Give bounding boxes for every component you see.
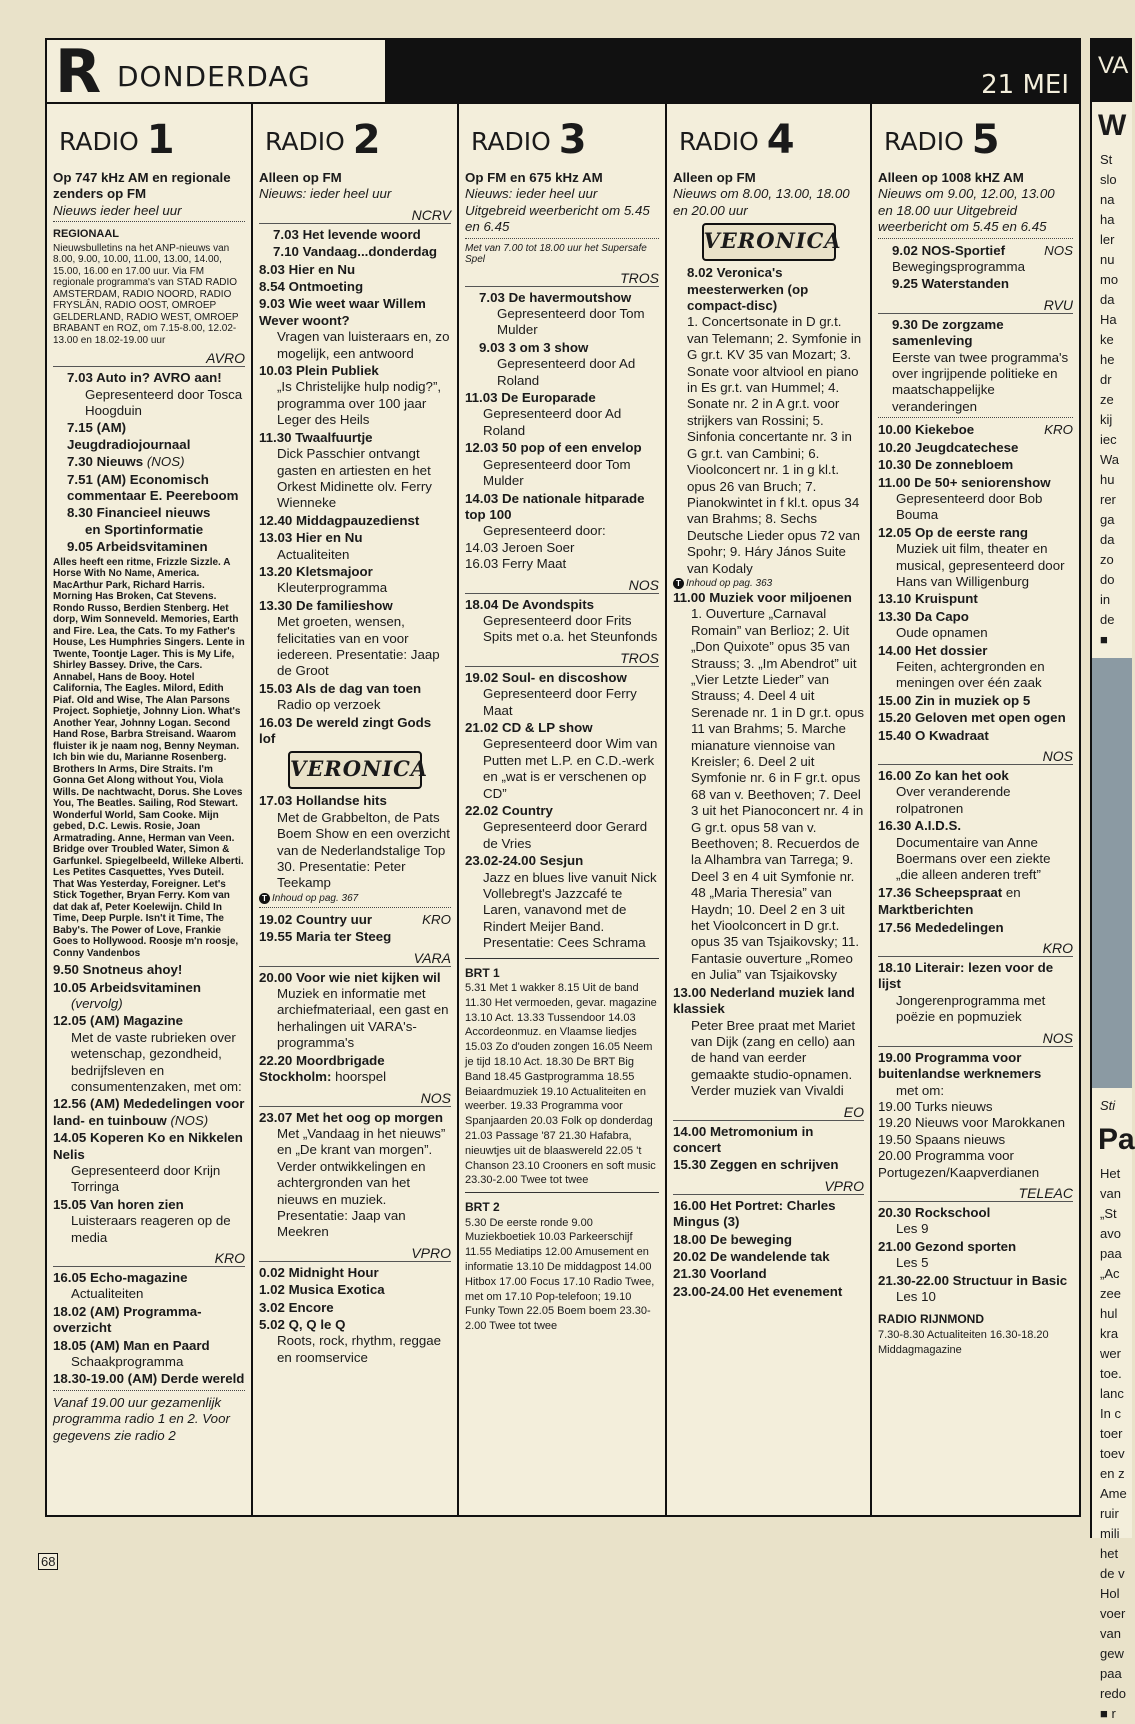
outro-note: Vanaf 19.00 uur gezamenlijk programma radio 1 en 2. Voor gegevens zie radio 2 xyxy=(53,1394,230,1443)
program-item: 22.02 Country Gepresenteerd door Gerard de Vries xyxy=(465,803,648,851)
program-item: 12.56 (AM) Mededelingen voor land- en tuinbouw (NOS) xyxy=(53,1096,245,1128)
program-item: 13.20 Kletsmajoor Kleuterprogramma xyxy=(259,563,388,596)
next-page-line: Wa xyxy=(1100,452,1120,467)
next-page-line: de xyxy=(1100,612,1115,627)
rijnmond-title: RADIO RIJNMOND xyxy=(878,1312,985,1327)
program-item: 15.05 Van horen zien Luisteraars reageren op de media xyxy=(53,1196,231,1245)
next-page-text xyxy=(1092,1164,1132,1724)
regional-text: Nieuwsbulletins na het ANP-nieuws van 8.00, 9.00, 10.00, 11.00, 13.00, 14.00, 15.00, 16.00 en 17.00 uur. Via FM regionale programma's van STAD RADIO AMSTERDAM, RADIO NOORD, RADIO FRYSLÂN, RADIO OOST, OMROEP GELDERLAND, RADIO WEST, OMROEP BRABANT en ROZ, om 7.15-8.00, 12.02-13.00 en 18.02-19.00 uur xyxy=(53,242,239,346)
program-item: 18.00 De beweging xyxy=(673,1231,792,1247)
program-item: 18.02 (AM) Programma-overzicht xyxy=(53,1303,202,1336)
program-item: 16.00 Zo kan het ook Over veranderende rolpatronen xyxy=(878,768,1011,816)
program-item: 19.02 Soul- en discoshow Gepresenteerd door Ferry Maat xyxy=(465,669,637,718)
radio1-column xyxy=(47,102,251,1515)
next-page-line: hu xyxy=(1100,472,1115,487)
broadcaster-label: RVU xyxy=(878,297,1073,314)
program-item: 9.03 Wie weet waar Willem Wever woont? Vragen van luisteraars en, zo mogelijk, een antwoord xyxy=(259,296,450,361)
photo-caption: Sti xyxy=(1100,1098,1116,1113)
next-page-line: kra xyxy=(1100,1326,1119,1341)
broadcaster-label: AVRO xyxy=(53,350,245,367)
program-item: 19.02 Country uur KRO xyxy=(259,911,451,927)
broadcaster-label: NOS xyxy=(259,1090,451,1107)
next-page-photo xyxy=(1092,658,1132,1088)
program-item: 20.00 Voor wie niet kijken wil Muziek en informatie met archiefmateriaal, een gast en herhalingen uit VARA's-programma's xyxy=(259,969,449,1051)
date-label: 21 MEI xyxy=(981,70,1069,100)
song-list: Alles heeft een ritme, Frizzle Sizzle. A Horse With No Name, America. MacArthur Park, Richard Harris. Morning Has Broken, Cat Stevens. Rondo Russo, Berdien Stenberg. Het dorp, Wim Sonneveld. Memories, Earth and Fire. Lea, the Cats. To my Father's House, Les Humphries Singers. Lente in Twente, Toontje Lager. This is My Life, Shirley Bassey. Drive, the Cars. Annabel, Hans de Booy. Hotel California, The Eagles. Milord, Edith Piaf. Old and Wise, The Alan Parsons Project. Sophietje, Johnny Lion. What's Another Year, Johnny Logan. Second Hand Rose, Barbra Streisand. Waarom fluister ik je naam nog, Benny Neyman. Ich bin wie du, Marianne Rosenberg. Brothers In Arms, Dire Straits. I'm Gonna Get Along without You, Viola Wills. De nachtwacht, Dorus. She Loves You, The Beatles. Sailing, Rod Stewart. Wonderful World, Sam Cooke. Mijn gebed, D.C. Lewis. Rosie, Joan Armatrading. Anne, Herman van Veen. Bridge over Troubled Water, Simon & Garfunkel. Spiegelbeeld, Willeke Alberti. Les Petites Casquettes, Yves Duteil. That Was Yesterday, Foreigner. Let's Stick Together, Bryan Ferry. Kom van dat dak af, Peter Koelewijn. Child In Time, Deep Purple. Isn't it Time, The Baby's. The Power of Love, Frankie Goes to Hollywood. Roosje m'n roosje, Conny Vandenbos xyxy=(53,556,245,959)
next-page-line: St xyxy=(1100,152,1113,167)
divider xyxy=(53,221,245,222)
next-page-line: toer xyxy=(1100,1426,1123,1441)
program-item: 10.03 Plein Publiek „Is Christelijke hulp nodig?”, programma over 100 jaar Leger des Heils xyxy=(259,363,442,428)
next-page-line: lanc xyxy=(1100,1386,1124,1401)
broadcaster-label: TROS xyxy=(465,650,659,667)
radio4-column xyxy=(667,102,870,1515)
next-page-line: zee xyxy=(1100,1286,1121,1301)
next-page-line: paa xyxy=(1100,1246,1122,1261)
program-item: 16.30 A.I.D.S. Documentaire van Anne Boermans over een ziekte „die alleen anderen treft” xyxy=(878,818,1051,883)
next-page-line: dr xyxy=(1100,372,1112,387)
program-item: 15.00 Zin in muziek op 5 xyxy=(878,692,1031,708)
header-right xyxy=(385,40,1079,104)
divider xyxy=(259,907,451,908)
next-page-line: na xyxy=(1100,192,1115,207)
program-item: 12.40 Middagpauzedienst xyxy=(259,512,420,528)
next-page-line: voer xyxy=(1100,1606,1126,1621)
program-item: 17.56 Mededelingen xyxy=(878,919,1004,935)
station-title: RADIO 5 xyxy=(884,117,1000,163)
next-page-line: avo xyxy=(1100,1226,1121,1241)
tv-guide-page xyxy=(45,38,1081,1517)
station-news: Nieuws: ieder heel uur Uitgebreid weerbericht om 5.45 en 6.45 xyxy=(465,186,650,235)
broadcaster-label: TELEAC xyxy=(878,1185,1073,1202)
program-item: 18.10 Literair: lezen voor de lijst Jongerenprogramma met poëzie en popmuziek xyxy=(878,960,1054,1025)
next-page-line: ke xyxy=(1100,332,1114,347)
program-item: 12.05 (AM) Magazine Met de vaste rubrieken over wetenschap, gezondheid, bedrijfsleven en consumentenzaken, met om: xyxy=(53,1013,242,1094)
next-page-line: het xyxy=(1100,1546,1119,1561)
program-item: 7.03 Auto in? AVRO aan! Gepresenteerd door Tosca Hoogduin xyxy=(67,370,243,418)
next-page-line: kij xyxy=(1100,412,1113,427)
header-left xyxy=(47,37,385,107)
program-item: 0.02 Midnight Hour xyxy=(259,1264,379,1280)
broadcaster-label: KRO xyxy=(878,940,1073,957)
program-item: 11.30 Twaalfuurtje Dick Passchier ontvangt gasten en artiesten en het Orkest Midinette olv. Ferry Wienneke xyxy=(259,429,432,511)
next-page-line: en z xyxy=(1100,1466,1125,1481)
station-intro: Alleen op FM xyxy=(259,170,342,185)
program-item: 19.55 Maria ter Steeg xyxy=(259,929,392,945)
program-item: 10.05 Arbeidsvitaminen (vervolg) xyxy=(53,979,202,1011)
divider xyxy=(465,238,659,239)
brt1-title: BRT 1 xyxy=(465,965,500,980)
program-item: 20.02 De wandelende tak xyxy=(673,1248,830,1264)
brt1-schedule: 5.31 Met 1 wakker 8.15 Uit de band 11.30 Het vermoeden, gevar. magazine 13.10 Act. 13.33 Tussendoor 14.03 Accordeonmuz. en Vlaamse liedjes 15.03 Zo d'ouden zongen 16.05 Neem je tijd 18.10 Act. 18.30 De BRT Big Band 18.45 Gastprogramma 18.55 Beiaardmuziek 19.10 Actualiteiten en weerber. 19.33 Programma voor Spanjaarden 20.03 Folk op donderdag 21.03 Passage '87 21.30 Hafabra, nieuwtjes uit de blaaswereld 22.05 't Chanson 23.10 Crooners en soft music 23.30-2.00 Twee tot twee xyxy=(465,982,657,1187)
program-item: 8.30 Financieel nieuws en Sportinformatie xyxy=(67,505,211,537)
program-item: 11.03 De Europarade Gepresenteerd door Ad Roland xyxy=(465,390,622,438)
next-page-line: ruir xyxy=(1100,1506,1119,1521)
broadcaster-label: NOS xyxy=(878,1030,1073,1047)
program-item: 19.00 Programma voor buitenlandse werknemers met om: 19.00 Turks nieuws 19.20 Nieuws voor Marokkanen 19.50 Spaans nieuws 20.00 Programma voor Portugezen/Kaapverdianen xyxy=(878,1049,1065,1180)
next-page-line: he xyxy=(1100,352,1115,367)
broadcaster-label: NOS xyxy=(465,577,659,594)
broadcaster-label: VARA xyxy=(259,950,451,967)
program-item: 7.30 Nieuws (NOS) xyxy=(67,454,185,470)
next-page-line: In c xyxy=(1100,1406,1121,1421)
info-icon: T xyxy=(259,893,270,904)
divider xyxy=(465,958,659,959)
brt2-schedule: 5.30 De eerste ronde 9.00 Muziekboetiek 10.03 Parkeerschijf 11.55 Mediatips 12.00 Amusement en informatie 13.10 De middagpost 14.00 Hitbox 17.00 Focus 17.10 Radio Twee, met om 17.10 Pop-telefoon; 19.10 Funky Town 22.05 Boem boem 23.30-2.00 Twee tot twee xyxy=(465,1216,655,1333)
station-intro: Op FM en 675 kHz AM xyxy=(465,170,603,185)
next-page-line: ze xyxy=(1100,392,1114,407)
radio2-column xyxy=(253,102,457,1515)
station-news: Nieuws om 8.00, 13.00, 18.00 en 20.00 uur xyxy=(673,186,850,218)
program-item: 15.03 Als de dag van toen Radio op verzoek xyxy=(259,680,422,713)
next-page-line: toe. xyxy=(1100,1366,1122,1381)
next-page-line: da xyxy=(1100,292,1115,307)
next-page-line: iec xyxy=(1100,432,1117,447)
program-item: 16.03 De wereld zingt Gods lof xyxy=(259,714,432,746)
broadcaster-label: NCRV xyxy=(259,207,451,224)
program-item: 13.30 De familieshow Met groeten, wensen, felicitaties van en voor iedereen. Presentatie: Jaap de Groot xyxy=(259,597,440,679)
next-page-line: ler xyxy=(1100,232,1115,247)
broadcaster-label: KRO xyxy=(53,1250,245,1267)
program-item: 7.15 (AM) Jeugdradiojournaal xyxy=(67,420,191,452)
program-item: 3.02 Encore xyxy=(259,1299,334,1315)
next-page-line: Ame xyxy=(1100,1486,1127,1501)
program-item: 9.05 Arbeidsvitaminen xyxy=(67,539,208,555)
program-item: 7.10 Vandaag...donderdag xyxy=(273,244,438,260)
program-item: 8.54 Ontmoeting xyxy=(259,279,364,295)
next-page-line: „Ac xyxy=(1100,1266,1120,1281)
page-reference: T Inhoud op pag. 367 xyxy=(259,893,451,905)
program-item: 14.00 Metromonium in concert xyxy=(673,1123,814,1155)
station-intro: Alleen op 1008 kHZ AM xyxy=(878,170,1024,185)
program-item: 21.30 Voorland xyxy=(673,1266,767,1282)
program-item: 9.30 De zorgzame samenleving Eerste van twee programma's over ingrijpende politieke en maatschappelijke veranderingen xyxy=(892,316,1069,414)
program-item: 14.03 De nationale hitparade top 100 Gepresenteerd door: 14.03 Jeroen Soer 16.03 Ferry Maat xyxy=(465,490,645,572)
program-item: 16.05 Echo-magazine Actualiteiten xyxy=(53,1270,188,1302)
program-item: 9.02 NOS-Sportief NOS Bewegingsprogramma xyxy=(892,242,1073,275)
broadcaster-label: VPRO xyxy=(259,1245,451,1262)
next-page-line: mili xyxy=(1100,1526,1120,1541)
program-item: 1.02 Musica Exotica xyxy=(259,1282,385,1298)
station-intro: Op 747 kHz AM en regionale zenders op FM xyxy=(53,170,231,202)
program-item: 13.30 Da Capo Oude opnamen xyxy=(878,608,988,641)
next-page-line: Ha xyxy=(1100,312,1117,327)
next-page-line: ga xyxy=(1100,512,1115,527)
program-item: 13.10 Kruispunt xyxy=(878,591,978,607)
next-page-line: slo xyxy=(1100,172,1117,187)
divider xyxy=(465,1192,659,1193)
program-item: 13.00 Nederland muziek land klassiek Peter Bree praat met Mariet van Dijk (zang en cello) aan de hand van eerder gemaakte studio-opnamen. Verder muziek van Vivaldi xyxy=(673,984,856,1099)
rijnmond-schedule: 7.30-8.30 Actualiteiten 16.30-18.20 Middagmagazine xyxy=(878,1328,1049,1356)
next-page-line: ha xyxy=(1100,212,1115,227)
next-page-heading: W xyxy=(1098,109,1127,142)
station-news: Nieuws om 9.00, 12.00, 13.00 en 18.00 uur Uitgebreid weerbericht om 5.45 en 6.45 xyxy=(878,186,1055,235)
veronica-logo: VERONICA xyxy=(288,751,422,789)
next-page-edge xyxy=(1090,38,1135,1721)
program-item: 14.00 Het dossier Feiten, achtergronden en meningen over één zaak xyxy=(878,642,1045,691)
station-note: Met van 7.00 tot 18.00 uur het Supersafe Spel xyxy=(465,242,647,266)
broadcaster-label: EO xyxy=(673,1104,864,1121)
program-item: Marktberichten xyxy=(878,902,974,918)
program-item: 7.51 (AM) Economisch commentaar E. Peereboom xyxy=(67,471,239,503)
program-item: 8.03 Hier en Nu xyxy=(259,261,356,277)
program-item: 7.03 De havermoutshow Gepresenteerd door Tom Mulder xyxy=(479,289,645,338)
radio-logo: R xyxy=(55,37,102,107)
veronica-logo: VERONICA xyxy=(702,223,836,261)
station-title: RADIO 2 xyxy=(265,117,381,163)
program-item: 22.20 Moordbrigade Stockholm: hoorspel xyxy=(259,1052,387,1085)
next-page-line: da xyxy=(1100,532,1115,547)
next-page-line: ■ r xyxy=(1100,1706,1116,1721)
station-news: Nieuws ieder heel uur xyxy=(53,202,182,218)
program-item: 21.00 Gezond sporten Les 5 xyxy=(878,1238,1017,1271)
program-item: 11.00 Muziek voor miljoenen 1. Ouverture „Carnaval Romain” van Berlioz; 2. Uit „Don Quixote” opus 35 van Strauss; 3. „Im Abendrot” uit „Vier Letzte Lieder” van Strauss; 4. Deel 4 uit Serenade nr. 1 in D gr.t. opus 11 van Brahms; 5. Marche mianature viennoise van Kreisler; 6. Deel 2 uit Symfonie nr. 6 in F gr.t. opus 68 van v. Beethoven; 7. Deel 3 uit het Pianoconcert nr. 4 in G gr.t. opus 58 van v. Beethoven; 8. Recuerdos de la Alhambra van Tarrega; 9. Deel 3 en 4 uit Symfonie nr. 48 „Maria Theresia” van Haydn; 10. Deel 2 en 3 uit het Vioolconcert in D gr.t. opus 35 van Tsjaikovsky; 11. Fantasie ouverture „Romeo en Julia” van Tsjaikovsky xyxy=(673,589,864,983)
next-page-line: do xyxy=(1100,572,1115,587)
next-page-line: paa xyxy=(1100,1666,1122,1681)
program-item: 10.30 De zonnebloem xyxy=(878,457,1014,473)
day-title: DONDERDAG xyxy=(117,60,311,93)
next-page-line: gew xyxy=(1100,1646,1124,1661)
program-item: 21.02 CD & LP show Gepresenteerd door Wim van Putten met L.P. en C.D.-werk en „wat is er verschenen op CD” xyxy=(465,719,658,801)
program-item: 11.00 De 50+ seniorenshow Gepresenteerd door Bob Bouma xyxy=(878,474,1051,523)
program-item: 12.03 50 pop of een envelop Gepresenteerd door Tom Mulder xyxy=(465,440,642,489)
station-title: RADIO 4 xyxy=(679,117,795,163)
next-page-line: toev xyxy=(1100,1446,1125,1461)
program-item: 17.03 Hollandse hits Met de Grabbelton, de Pats Boem Show en een overzicht van de Nederlandstalige Top 30. Presentatie: Peter Teekamp xyxy=(259,793,450,891)
program-item: 9.25 Waterstanden xyxy=(892,276,1010,292)
divider xyxy=(878,417,1073,418)
next-page-line: Het xyxy=(1100,1166,1121,1181)
next-page-line: van xyxy=(1100,1186,1121,1201)
program-item: 9.50 Snotneus ahoy! xyxy=(53,962,183,978)
radio3-column xyxy=(459,102,665,1515)
next-page-line: mo xyxy=(1100,272,1119,287)
program-item: 23.02-24.00 Sesjun Jazz en blues live vanuit Nick Vollebregt's Jazzcafé te Laren, vanavond met de Rindert Meijer Band. Presentatie: Cees Schrama xyxy=(465,853,657,951)
program-item: 14.05 Koperen Ko en Nikkelen Nelis Gepresenteerd door Krijn Torringa xyxy=(53,1130,243,1195)
next-page-header: VA xyxy=(1092,38,1132,102)
next-page-line: van xyxy=(1100,1626,1121,1641)
program-item: 15.40 O Kwadraat xyxy=(878,727,989,743)
program-item: 7.03 Het levende woord xyxy=(273,226,421,242)
program-item: 20.30 Rockschool Les 9 xyxy=(878,1204,991,1237)
radio5-column xyxy=(872,102,1079,1515)
next-page-heading: Pa xyxy=(1098,1123,1135,1156)
next-page-line: redo xyxy=(1100,1686,1127,1701)
program-item: 10.20 Jeugdcatechese xyxy=(878,439,1019,455)
program-item: 15.20 Geloven met open ogen xyxy=(878,710,1066,726)
page-number: 68 xyxy=(38,1553,58,1570)
program-item: 23.00-24.00 Het evenement xyxy=(673,1283,843,1299)
program-item: 13.03 Hier en Nu Actualiteiten xyxy=(259,530,363,562)
program-item: 18.05 (AM) Man en Paard Schaakprogramma xyxy=(53,1337,210,1370)
station-news: Nieuws: ieder heel uur xyxy=(259,186,392,202)
divider xyxy=(878,238,1073,239)
next-page-line: nu xyxy=(1100,252,1115,267)
program-item: 9.03 3 om 3 show Gepresenteerd door Ad Roland xyxy=(479,339,636,388)
regional-title: REGIONAAL xyxy=(53,228,119,241)
next-page-line: hul xyxy=(1100,1306,1118,1321)
station-intro: Alleen op FM xyxy=(673,170,756,185)
program-item: 10.00 Kiekeboe KRO xyxy=(878,422,1073,438)
next-page-line: zo xyxy=(1100,552,1114,567)
broadcaster-label: TROS xyxy=(465,270,659,287)
program-item: 12.05 Op de eerste rang Muziek uit film, theater en musical, gepresenteerd door Hans van Willigenburg xyxy=(878,524,1065,589)
next-page-line: wer xyxy=(1100,1346,1121,1361)
next-page-line: Hol xyxy=(1100,1586,1120,1601)
next-page-line: de v xyxy=(1100,1566,1125,1581)
next-page-line: in xyxy=(1100,592,1111,607)
broadcaster-label: VPRO xyxy=(673,1178,864,1195)
program-item: 8.02 Veronica's meesterwerken (op compact-disc) 1. Concertsonate in D gr.t. van Telemann; 2. Symfonie in G gr.t. KV 35 van Mozart; 3. Sonate voor altviool en piano in Es gr.t. van Hummel; 4. Sonate nr. 2 in A gr.t. voor strijkers van Rossini; 5. Sinfonia concertante nr. 3 in G gr.t. van Cambini; 6. Vioolconcert nr. 1 in g kl.t. opus 26 van Bruch; 7. Pianokwintet in f kl.t. opus 34 van Brahms; 8. Sechs Deutsche Lieder opus 72 van Spohr; 9. Háry János Suite van Kodaly xyxy=(687,265,862,576)
info-icon: T xyxy=(673,578,684,589)
program-item: 15.30 Zeggen en schrijven xyxy=(673,1157,839,1173)
program-item: 23.07 Met het oog op morgen Met „Vandaag in het nieuws” en „De krant van morgen”. Verder ontwikkelingen en achtergronden van het nieuws en muziek. Presentatie: Jaap van Meekren xyxy=(259,1109,446,1240)
next-page-line: ■ xyxy=(1100,632,1108,647)
page-header xyxy=(47,37,1079,107)
program-item: 21.30-22.00 Structuur in Basic Les 10 xyxy=(878,1272,1068,1304)
station-title: RADIO 1 xyxy=(59,117,175,163)
next-page-text xyxy=(1092,150,1132,650)
program-item: 18.04 De Avondspits Gepresenteerd door Frits Spits met o.a. het Steunfonds xyxy=(465,596,658,645)
program-item: 18.30-19.00 (AM) Derde wereld xyxy=(53,1371,245,1387)
next-page-line: rer xyxy=(1100,492,1116,507)
program-item: 16.00 Het Portret: Charles Mingus (3) xyxy=(673,1197,836,1230)
program-item: 17.36 Scheepspraat en xyxy=(878,884,1021,900)
broadcaster-label: NOS xyxy=(878,748,1073,765)
next-page-line: „St xyxy=(1100,1206,1117,1221)
divider xyxy=(53,1390,245,1391)
program-item: 5.02 Q, Q le Q Roots, rock, rhythm, reggae en roomservice xyxy=(259,1316,442,1365)
page-reference: T Inhoud op pag. 363 xyxy=(673,578,864,590)
station-title: RADIO 3 xyxy=(471,117,587,163)
brt2-title: BRT 2 xyxy=(465,1200,500,1215)
